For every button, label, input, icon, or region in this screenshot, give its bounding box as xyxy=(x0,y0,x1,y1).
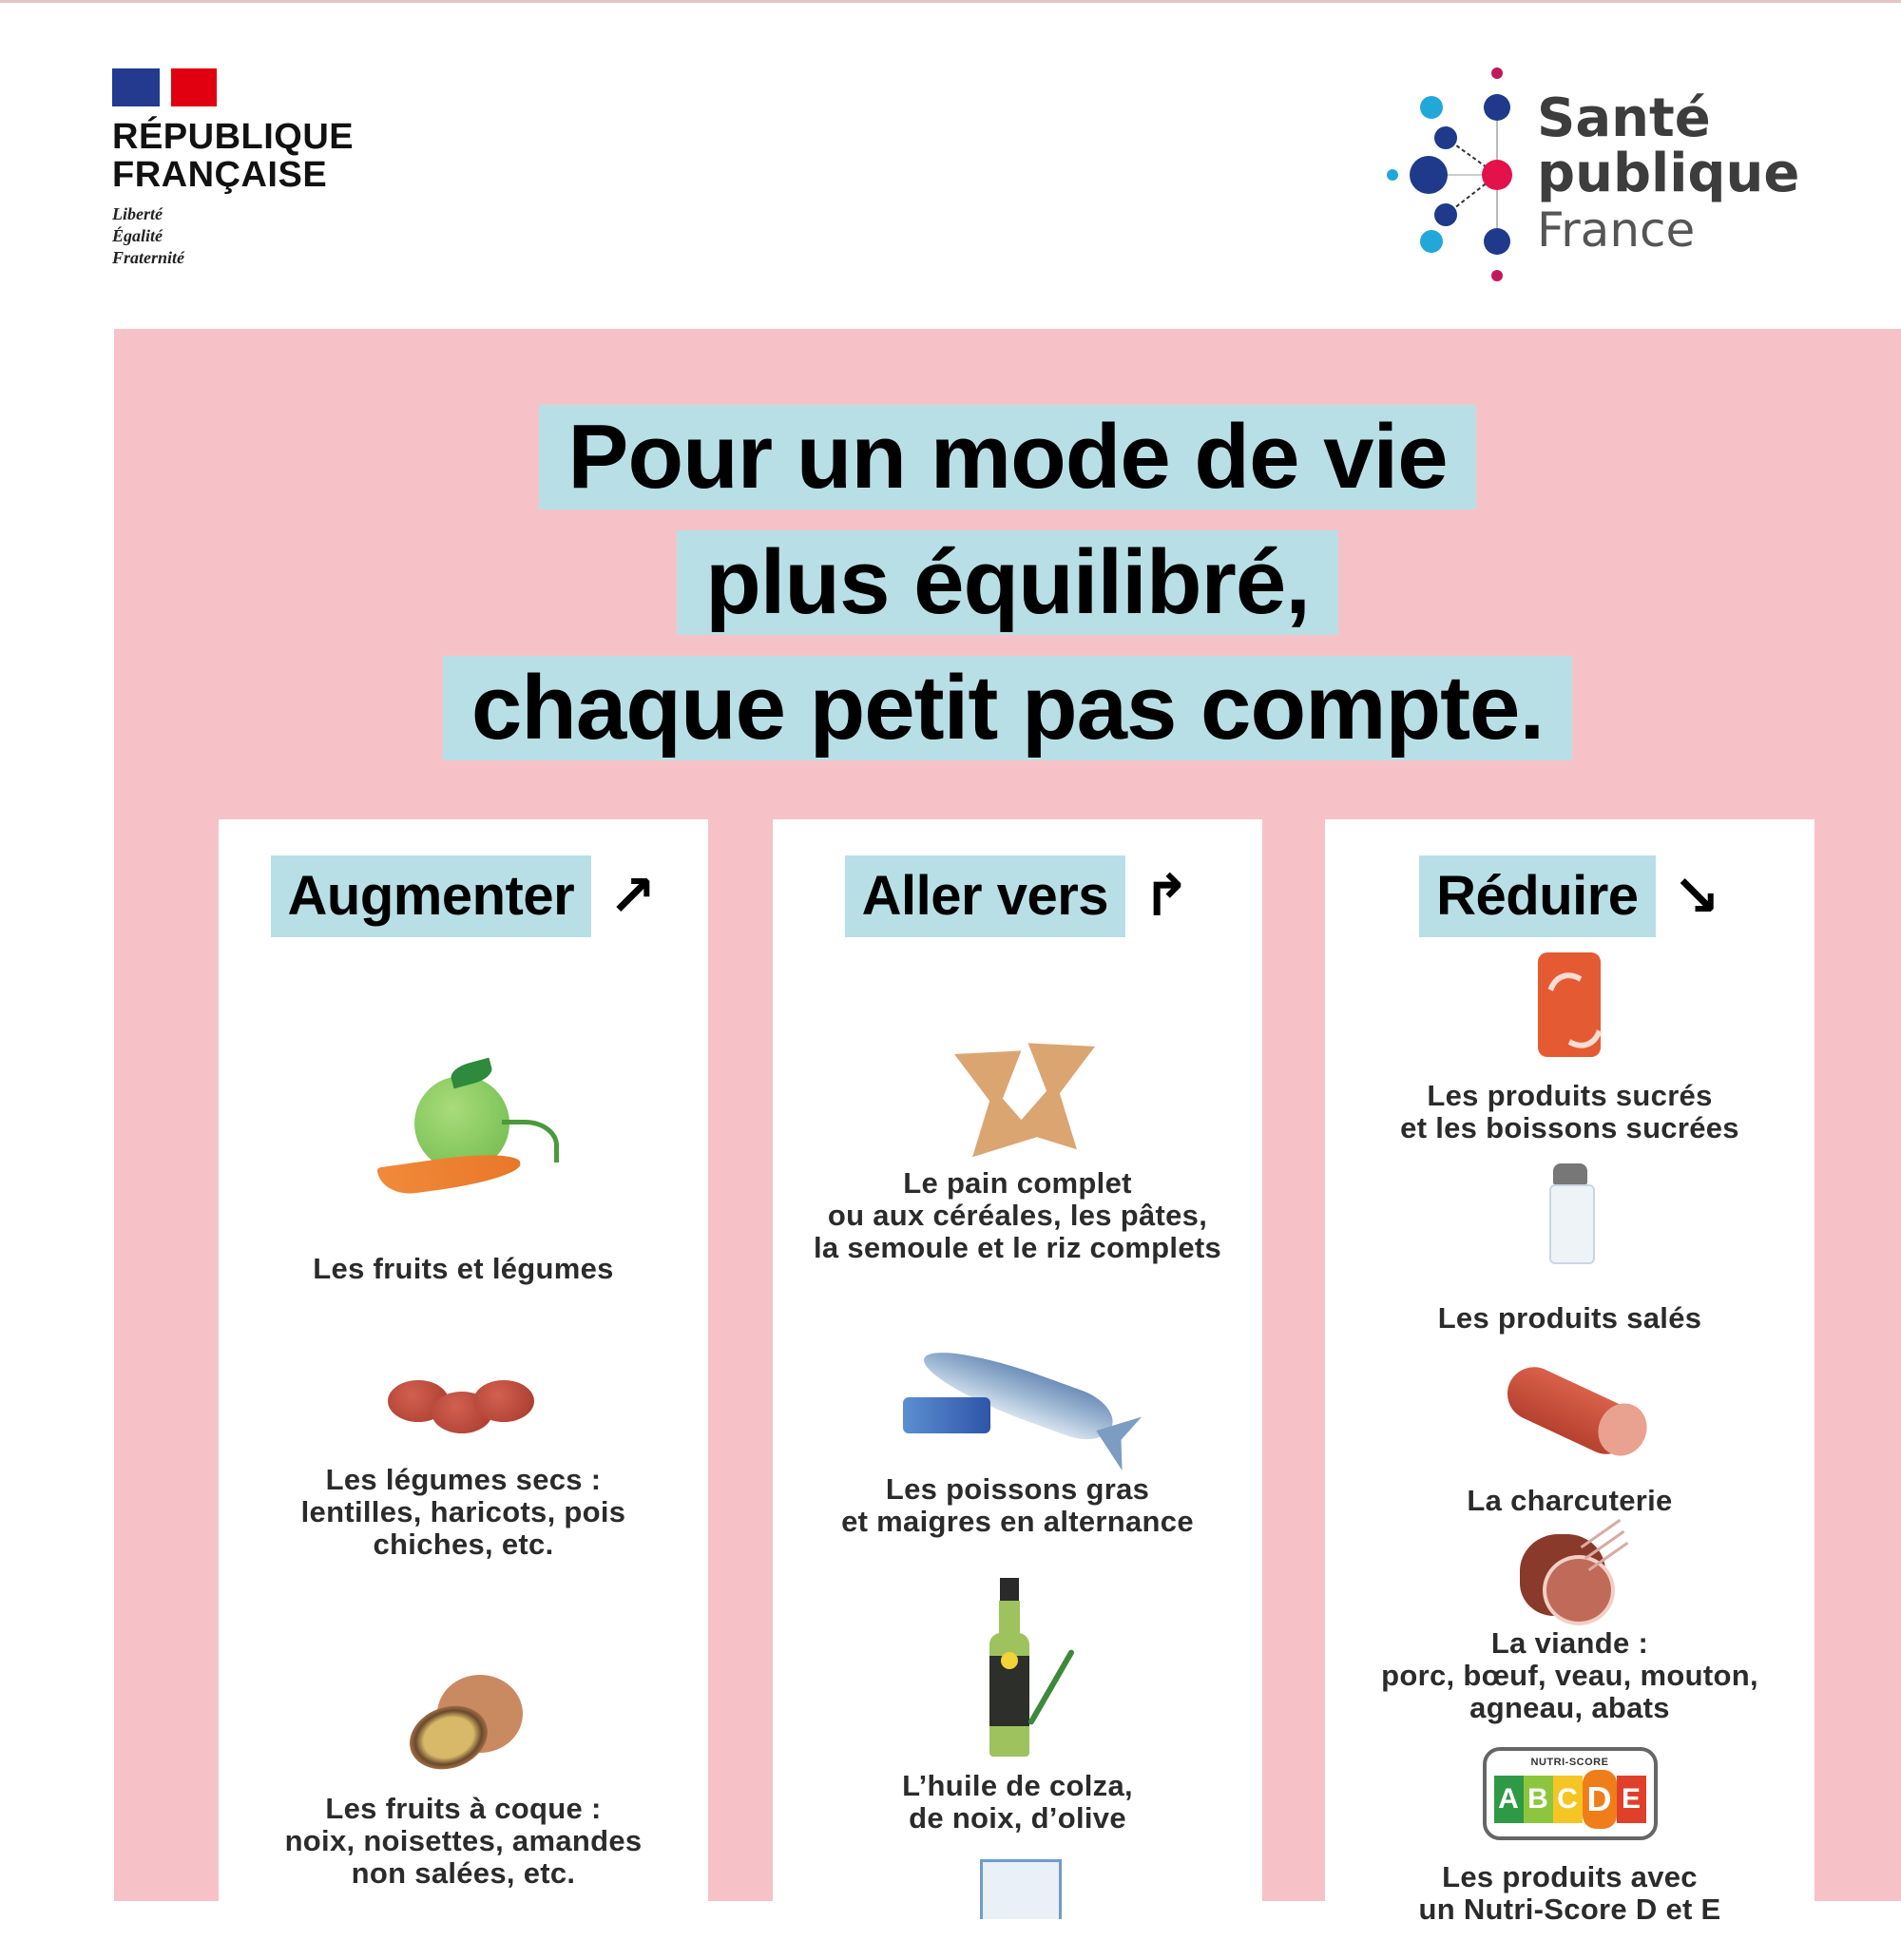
column-augmenter xyxy=(219,819,708,1960)
motto-fraternite: Fraternité xyxy=(112,248,185,267)
item-label: La charcuterie xyxy=(1467,1484,1673,1517)
sante-publique-france-logo xyxy=(1383,65,1800,293)
walnut-icon xyxy=(397,1675,530,1779)
list-item xyxy=(219,1675,708,1890)
spf-line3: France xyxy=(1537,202,1696,258)
beans-icon xyxy=(378,1373,549,1449)
salt-shaker-icon xyxy=(1542,1163,1599,1268)
column-title: Réduire xyxy=(1419,855,1655,937)
arrow-curve-right-icon: ↱ xyxy=(1143,864,1191,928)
milk-carton-icon xyxy=(970,1854,1066,1911)
list-item xyxy=(219,1373,708,1561)
column-title: Aller vers xyxy=(845,855,1125,937)
list-item xyxy=(1325,1521,1815,1724)
farfalle-pasta-icon xyxy=(942,1034,1094,1158)
column-header xyxy=(219,855,708,937)
french-flag-icon xyxy=(112,68,217,106)
arrow-up-right-icon: ↗ xyxy=(608,864,657,928)
rf-motto xyxy=(112,203,378,269)
list-item xyxy=(1325,1163,1815,1335)
item-label: Les fruits à coque : noix, noisettes, amandes non salées, etc. xyxy=(284,1792,643,1890)
list-item xyxy=(773,1854,1262,1911)
oil-bottle-icon xyxy=(961,1578,1075,1758)
nutri-score-icon: NUTRI-SCORE A B C D E xyxy=(1483,1747,1658,1840)
sausage-icon xyxy=(1494,1365,1646,1460)
item-label: Le pain complet ou aux céréales, les pâtes, la semoule et le riz complets xyxy=(813,1166,1222,1264)
list-item xyxy=(773,1344,1262,1538)
molecule-network-icon xyxy=(1383,65,1545,293)
list-item xyxy=(1325,1365,1815,1517)
meat-icon xyxy=(1508,1521,1632,1622)
column-title: Augmenter xyxy=(271,855,592,937)
rf-name-line2: FRANÇAISE xyxy=(112,155,328,195)
list-item xyxy=(773,1034,1262,1264)
item-label: La viande : porc, bœuf, veau, mouton, agneau, abats xyxy=(1381,1626,1758,1724)
item-label: Les produits avec un Nutri-Score D et E xyxy=(1418,1860,1721,1926)
soda-can-icon xyxy=(1532,952,1608,1059)
rf-name-line1: RÉPUBLIQUE xyxy=(112,117,355,157)
republique-francaise-logo xyxy=(112,68,378,269)
list-item xyxy=(1325,1747,1815,1926)
column-header xyxy=(1325,855,1815,937)
list-item xyxy=(773,1578,1262,1835)
headline-line-3: chaque petit pas compte. xyxy=(443,656,1572,760)
advice-columns xyxy=(219,819,1901,1960)
list-item xyxy=(1325,952,1815,1144)
spf-line2: publique xyxy=(1537,143,1800,204)
item-label: Les produits sucrés et les boissons sucrées xyxy=(1400,1079,1739,1144)
item-label: Les légumes secs : lentilles, haricots, pois chiches, etc. xyxy=(300,1463,626,1561)
headline-line-2: plus équilibré, xyxy=(677,530,1338,635)
column-header xyxy=(773,855,1262,937)
arrow-down-right-icon: ↘ xyxy=(1672,864,1720,928)
fish-can-icon xyxy=(899,1344,1137,1468)
list-item xyxy=(219,1063,708,1285)
column-aller-vers xyxy=(773,819,1262,1960)
motto-egalite: Égalité xyxy=(112,226,163,245)
motto-liberte: Liberté xyxy=(112,204,163,223)
item-label: Les produits salés xyxy=(1437,1301,1702,1335)
headline xyxy=(114,405,1901,781)
item-label: Les poissons gras et maigres en alternance xyxy=(841,1472,1194,1538)
column-reduire xyxy=(1325,819,1815,1960)
spf-line1: Santé xyxy=(1537,87,1711,149)
poster-panel xyxy=(114,329,1901,1926)
apple-carrot-icon xyxy=(359,1063,568,1205)
item-label: Les fruits et légumes xyxy=(313,1252,614,1285)
headline-line-1: Pour un mode de vie xyxy=(539,405,1475,509)
top-border xyxy=(0,0,1901,3)
item-label: L’huile de colza, de noix, d’olive xyxy=(902,1769,1133,1835)
